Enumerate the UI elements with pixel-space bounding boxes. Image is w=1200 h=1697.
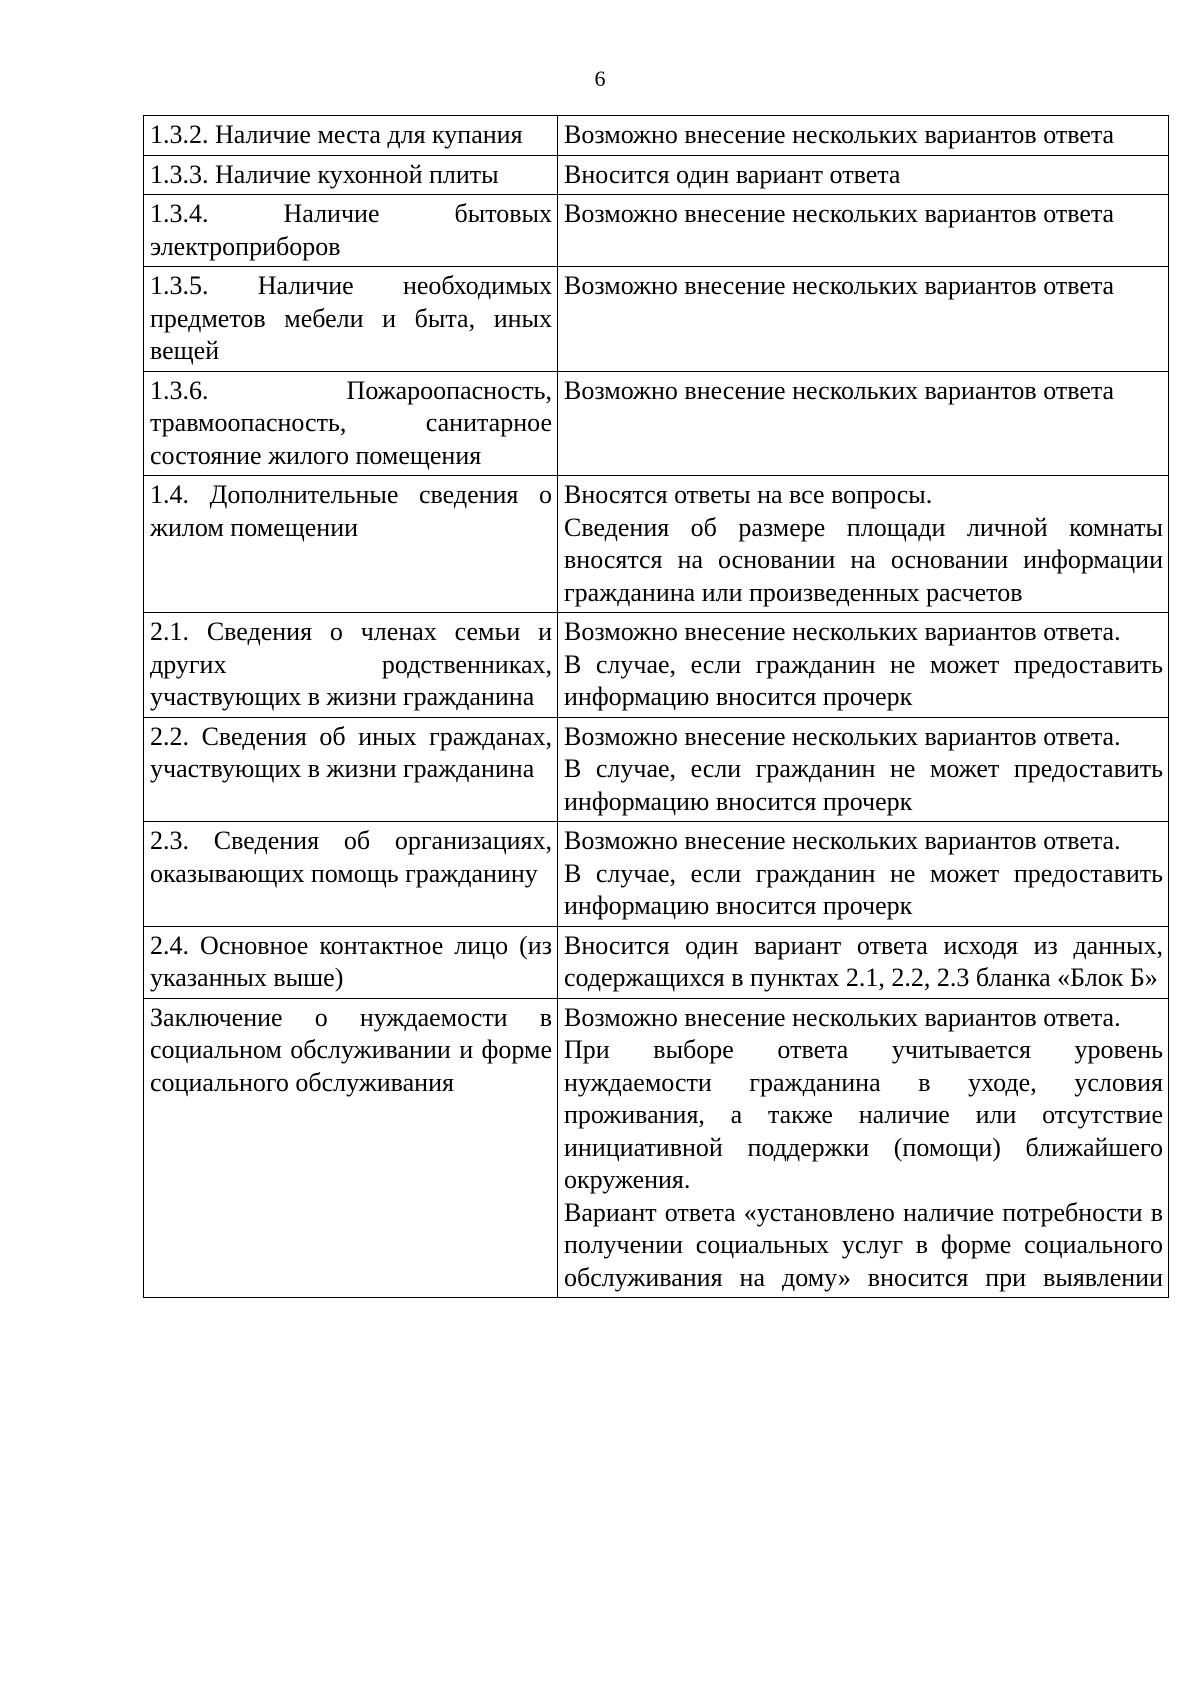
note-cell <box>558 371 1169 476</box>
item-cell <box>144 371 558 476</box>
note-text: Возможно внесение нескольких вариантов ответа <box>564 271 1115 300</box>
note-text: Вносятся ответы на все вопросы. <box>564 480 933 509</box>
note-cell <box>558 998 1169 1298</box>
item-text: 1.3.6. Пожароопасность, травмоопасность, санитарное состояние жилого помещения <box>150 375 552 470</box>
note-text: Возможно внесение нескольких вариантов ответа. <box>564 826 1121 855</box>
table-row <box>144 476 1169 613</box>
note-text: При выборе ответа учитывается уровень нуждаемости гражданина в уходе, условия проживания, а также наличие или отсутствие инициативной поддержки (помощи) ближайшего окружения. <box>564 1035 1163 1194</box>
item-text: 2.3. Сведения об организациях, оказывающих помощь гражданину <box>150 826 552 888</box>
note-cell <box>558 717 1169 822</box>
instructions-table <box>143 115 1169 1298</box>
item-cell <box>144 822 558 927</box>
note-text: Вариант ответа «установлено наличие потребности в получении социальных услуг в форме социального обслуживания на дому» вносится при выявлении <box>564 1197 1163 1292</box>
item-cell <box>144 998 558 1298</box>
item-text: Заключение о нуждаемости в социальном обслуживании и форме социального обслуживания <box>150 1002 552 1097</box>
note-text: Возможно внесение нескольких вариантов ответа. <box>564 617 1121 646</box>
note-text: Возможно внесение нескольких вариантов ответа <box>564 120 1115 149</box>
item-text: 1.3.3. Наличие кухонной плиты <box>150 159 499 189</box>
table-row <box>144 613 1169 718</box>
item-cell <box>144 926 558 998</box>
item-cell <box>144 116 558 156</box>
item-text: 2.4. Основное контактное лицо (из указанных выше) <box>150 930 552 992</box>
note-text: Возможно внесение нескольких вариантов ответа <box>564 199 1115 228</box>
note-cell <box>558 613 1169 718</box>
item-cell <box>144 155 558 195</box>
note-text: Возможно внесение нескольких вариантов ответа. <box>564 1002 1121 1032</box>
item-text: 1.4. Дополнительные сведения о жилом помещении <box>150 480 552 542</box>
table-row <box>144 267 1169 372</box>
item-cell <box>144 476 558 613</box>
note-cell <box>558 926 1169 998</box>
table-row <box>144 155 1169 195</box>
table-row <box>144 926 1169 998</box>
note-text: Возможно внесение нескольких вариантов ответа. <box>564 721 1121 751</box>
note-text: Сведения об размере площади личной комнаты вносятся на основании на основании информации гражданина или произведенных расчетов <box>564 512 1163 607</box>
note-cell <box>558 267 1169 372</box>
note-text: В случае, если гражданин не может предоставить информацию вносится прочерк <box>564 858 1163 920</box>
note-text: В случае, если гражданин не может предоставить информацию вносится прочерк <box>564 649 1163 711</box>
table-row <box>144 116 1169 156</box>
note-text: В случае, если гражданин не может предоставить информацию вносится прочерк <box>564 754 1163 816</box>
table-row <box>144 195 1169 267</box>
item-text: 2.2. Сведения об иных гражданах, участвующих в жизни гражданина <box>150 721 552 783</box>
table-row <box>144 822 1169 927</box>
item-cell <box>144 717 558 822</box>
table-row <box>144 998 1169 1298</box>
item-cell <box>144 195 558 267</box>
item-text: 1.3.5. Наличие необходимых предметов мебели и быта, иных вещей <box>150 271 552 365</box>
note-cell <box>558 476 1169 613</box>
page-number: 6 <box>594 66 606 91</box>
note-cell <box>558 195 1169 267</box>
note-cell <box>558 155 1169 195</box>
item-cell <box>144 613 558 718</box>
item-text: 1.3.4. Наличие бытовых электроприборов <box>150 199 552 261</box>
item-text: 2.1. Сведения о членах семьи и других родственниках, участвующих в жизни гражданина <box>150 617 552 711</box>
note-text: Возможно внесение нескольких вариантов ответа <box>564 375 1115 405</box>
note-text: Вносится один вариант ответа <box>564 159 901 189</box>
note-text: Вносится один вариант ответа исходя из данных, содержащихся в пунктах 2.1, 2.2, 2.3 бланка «Блок Б» <box>564 930 1163 992</box>
item-text: 1.3.2. Наличие места для купания <box>150 120 523 149</box>
note-cell <box>558 822 1169 927</box>
item-cell <box>144 267 558 372</box>
table-row <box>144 717 1169 822</box>
note-cell <box>558 116 1169 156</box>
table-row <box>144 371 1169 476</box>
